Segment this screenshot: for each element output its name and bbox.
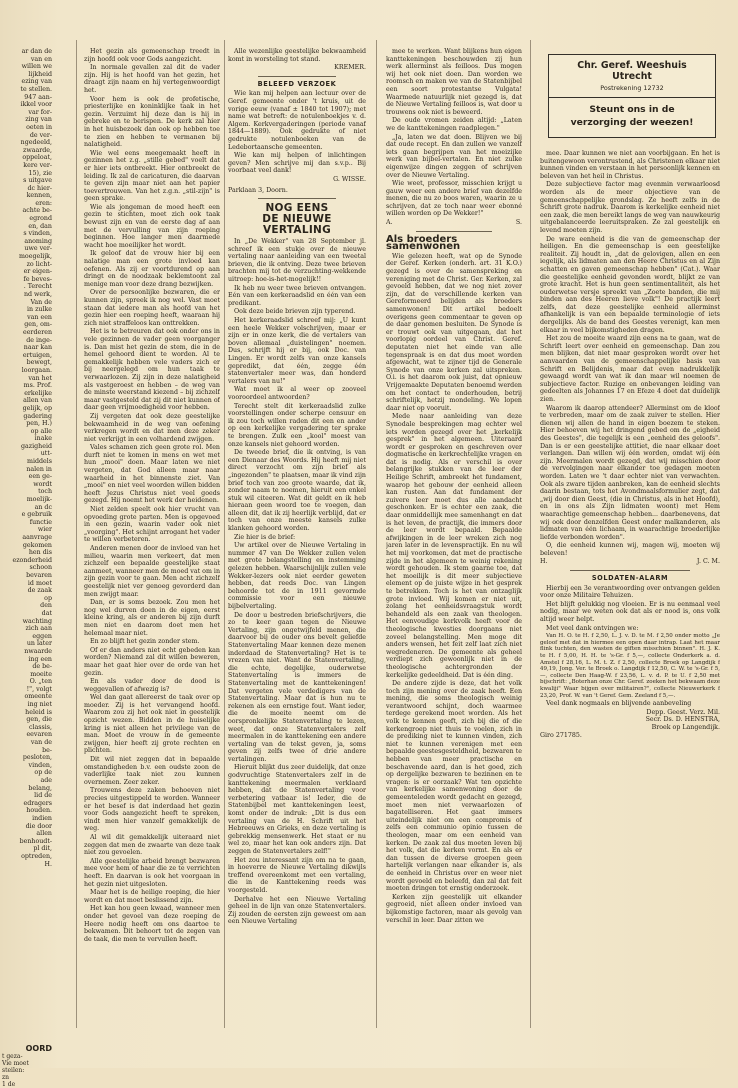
signature: KREMER. — [334, 64, 366, 72]
cropped-line: lid de — [34, 792, 52, 800]
cropped-footer-line: Vie moet — [2, 1060, 29, 1067]
cropped-line: O. „ten — [29, 678, 52, 686]
cropped-line: de be- — [32, 663, 52, 671]
divider — [258, 76, 336, 77]
cropped-line: zing van — [25, 116, 52, 124]
cropped-line: van een — [27, 313, 52, 321]
column-three — [386, 48, 522, 1028]
signature-initial: S. — [515, 219, 522, 227]
paragraph: Het zou interessant zijn om na te gaan, in hoeverre de Nieuwe Vertaling dikwijls treffend overeenkomt met een vertaling, die in de Kanttekening reeds was voorgesteld. — [228, 856, 366, 894]
address: Parklaan 3, Doorn. — [228, 186, 288, 194]
paragraph: Het gezin als gemeenschap treedt in zijn hoofd ook voor Gods aangezicht. — [84, 48, 220, 63]
paragraph: De tweede brief, die ik ontving, is van een Dienaar des Woords. Hij heeft mij niet direct verzocht om zijn brief als „ingezonden" te plaatsen, maar ik vind zijn brief toch van zoo groote waarde, dat ik, zonder naam te noemen, hieruit een enkel stuk wil citeeren. Wat dit geldt en ik heb hieraan geen woord toe te voegen, dan alleen dit, dat ik zij heerlijk verblijd, dat er toch van onze meeste kansels zulke klanken gehoord worden. — [228, 449, 366, 533]
paragraph: Ik geloof dat de vrouw hier bij een nalatige man een grote invloed kan oefenen. Als zij er voortdurend op aan dringt en de noodzaak beklemtoont zal menige man voor deze drang bezwijken. — [84, 250, 220, 288]
giro-number: Giro 271785. — [540, 731, 582, 739]
paragraph: „Ja, laten we dat doen. Blijven we bij dat oude recept. En dan zullen we vanzelf iets gaan begrijpen van het moeizijke werk van bijbel-vertalen. En niet zulke eigenwijze dingen zeggen of schrijven over de Nieuwe Vertaling. — [386, 133, 522, 179]
cropped-line: allen — [36, 830, 52, 838]
cropped-line: pesloten, — [22, 754, 52, 762]
cropped-line: un later — [26, 640, 52, 648]
cropped-line: inake — [34, 435, 52, 443]
cropped-line: de ver- — [29, 131, 52, 139]
cropped-line: toch — [38, 488, 52, 496]
cropped-line: een ge- — [28, 473, 52, 481]
cropped-line: H. — [44, 860, 52, 868]
cropped-line: eerderen — [22, 328, 52, 336]
signature-line: Secr. Ds. D. HENSTRA, — [645, 716, 720, 724]
cropped-line: zo licht- — [26, 260, 52, 268]
paragraph: Alle geestelijke arbeid brengt bezwaren mee voor hem of haar die ze te verrichten heeft. En daarvan is ook het voorgaan in het gezin niet uitgesloten. — [84, 857, 220, 888]
paragraph: Uw artikel over de Nieuwe Vertaling in nummer 47 van De Wekker zullen velen met grote belangstelling en instemming gelezen hebben. Waarschijnlijk zullen vele Wekker-lezers ook niet eerder geweten hebben, dat reeds Doc. van Lingen behoorde tot de in 1911 gevormde commissie voor een nieuwe bijbelvertaling. — [228, 542, 366, 610]
cropped-line: bewegt, — [26, 359, 52, 367]
paragraph: Ook deze beide brieven zijn typerend. — [234, 308, 356, 316]
heading-beleefd-verzoek: BELEEFD VERZOEK — [257, 79, 337, 88]
cropped-line: van en — [30, 55, 52, 63]
cropped-line: . Terecht — [23, 283, 52, 291]
cropped-line: anoming — [24, 237, 52, 245]
cropped-line: ngedeeld, — [20, 139, 52, 147]
cropped-line: ing niet — [27, 701, 52, 709]
cropped-line: te stellen. — [20, 85, 52, 93]
paragraph: Vales schamen zich geen grote rol. Men durft niet te komen in mens en wet met hun „mooi" doen. Maar laten we niet vergeten, dat God alleen maar naar waarheid in het binnenste ziet. Van „mooi" en niet veel woorden willen bidden heeft Jezus Christus niet veel goeds gezegd. Hij noemt het werk der heidenen. — [84, 444, 220, 505]
cropped-line: op — [44, 594, 52, 602]
cropped-line: op de — [34, 769, 52, 777]
cropped-line: zwaarde, — [23, 146, 52, 154]
cropped-footer-line: steilen: — [2, 1067, 25, 1074]
divider — [258, 198, 336, 199]
cropped-line: s vinden, — [23, 230, 52, 238]
paragraph: Kerken zijn geestelijk uit elkander gegroeid, niet alleen onder invloed van bijkomstige factoren, maar als gevolg van verschil in leer. Daar zitten we — [386, 893, 522, 924]
paragraph: En zo blijft het gezin zonder stem. — [90, 638, 200, 646]
paragraph: En als vader door de dood is weggevallen of afwezig is? — [84, 678, 220, 693]
cropped-line: be- — [42, 746, 52, 754]
cropped-line: e gebruik — [21, 511, 52, 519]
cropped-line: gekomen — [22, 541, 52, 549]
paragraph: Niet zelden speelt ook hier vrucht van opvoeding grote parten. Men is opgevoed in een gezin, waarin vader ook niet „voorging". Het schijnt arrogant het vader te willen verbeteren. — [84, 506, 220, 544]
paragraph: O, die eenheid kunnen wij, magen wij, moeten wij beleven! — [540, 542, 720, 557]
paragraph: Met veel dank ontvingen we: — [546, 624, 639, 632]
cropped-line: nwaarde — [24, 647, 52, 655]
cropped-footer-line: t geza- — [2, 1053, 23, 1060]
cropped-line: eren: — [35, 199, 52, 207]
paragraph: Dit wil niet zeggen dat in bepaalde omstandigheden b.v. een oudste zoon de vaderlijke taak niet zou kunnen overnemen. Zeer zeker. — [84, 756, 220, 786]
cropped-line: oppeloat, — [22, 154, 52, 162]
cropped-line: in zulke — [27, 306, 52, 314]
article-family-prayer — [84, 48, 220, 1028]
cropped-line: pen, H.) — [26, 420, 52, 428]
cropped-line: vinden, — [28, 761, 52, 769]
paragraph: Over de persoonlijke bezwaren, die er kunnen zijn, spreek ik nog wel. Vast moet staan dat iedere man als hoofd van het gezin hier een roeping heeft, waaraan hij zich niet straffeloos kan onttrekken. — [84, 289, 220, 327]
signature: G. WISSE. — [333, 175, 366, 183]
signature — [540, 558, 720, 566]
cropped-line: gen, om- — [24, 321, 52, 329]
cropped-line: middels — [26, 458, 52, 466]
cropped-line: lijkheid — [28, 70, 52, 78]
paragraph: Het kan hou geen kwaad, wanneer men onder het gevoel van deze roeping de Heere nodig heeft om ons daartoe te bekwamen. Dit behoort tot de zegen van de taak, die men te vervullen heeft. — [84, 905, 220, 943]
column-two — [228, 48, 366, 1028]
cropped-line: an dc — [34, 503, 52, 511]
cropped-line: 947 aan- — [24, 93, 52, 101]
paragraph: Het kerkeraadslid schreef mij: „U kunt een heele Wekker volschrijven, maar er zijn er in onze kerk, die de vertalers van boven allemaal „duistelingen" noemen. Dus, schrijft hij er bij, ook Doc. van Lingen. Er wordt zelfs van onze kansels gepredikt, dat één, zegge één statenvertaler meer was, dan honderd vertalers van nu!" — [228, 317, 366, 385]
paragraph: Anderen menen door de invloed van het milieu, waarin men verkeert, dat men zichzelf een bepaalde geestelijke staat aanmeet, wanneer men de moed vat om in zijn gezin voor te gaan. Men acht zichzelf geestelijk niet ver genoeg gevorderd dan men zwijgt maar. — [84, 545, 220, 598]
cropped-line: gelijk, op — [22, 404, 52, 412]
paragraph: Wie als jongeman de moed heeft een gezin te stichten, moet zich ook taak bewust zijn en van de eerste dag af aan met de vervulling van zijn roeping beginnen. Hoe langer men daarmede wacht hoe moeilijker het wordt. — [84, 203, 220, 249]
column-rule — [224, 40, 225, 1028]
cropped-line: erkelijke — [24, 389, 52, 397]
cropped-line: ikkel voor — [20, 101, 52, 109]
cropped-line: wordt — [33, 480, 52, 488]
ad-slogan-line: verzorging der weezen! — [570, 117, 694, 128]
paragraph: Wie kan mij helpen aan lectuur over de Geref. gemeente onder 't kruis, uit de vorige eeuw (vanaf ± 1840 tot 1907); met name wat betreft: de notulenboekjes v. d. Algem. Kerkvergaderingen (periode vanaf 1844—1889). Ook gedrukte of niet gedrukte notulenboeken van de Ledebortaansche gemeenten. — [228, 90, 366, 151]
column-rule — [376, 40, 377, 1028]
cropped-line: classis, — [28, 723, 52, 731]
cropped-line: van het — [28, 374, 52, 382]
orphanage-advertisement — [548, 54, 716, 138]
cropped-line: omeente — [24, 693, 52, 701]
cropped-line: benhoudt- — [19, 837, 52, 845]
cropped-line: nalen in — [26, 465, 52, 473]
ad-slogan-line: Steunt ons in de — [589, 104, 675, 115]
paragraph: Deze subjectieve factor mag evenmin verwaarloosd worden als de meer objectieve van de gemeenschappelijke grondslag. Ze heeft zelfs in de Schrift grote nadruk. Daarom is kerkelijke eenheid niet een zaak, die men bereikt langs de weg van nauwkeurig uitgebalanceerde leeruitspraken. Ze zal geestelijk en levend moeten zijn. — [540, 181, 720, 234]
divider — [570, 570, 690, 571]
cropped-line: utt- — [40, 450, 52, 458]
paragraph: Maar het is de heilige roeping, die hier wordt en dat moet beslissend zijn. — [84, 889, 220, 904]
cropped-line: pl dit, — [33, 845, 52, 853]
cropped-line: naar kan — [23, 344, 52, 352]
paragraph: Of er dan anders niet echt gebeden kan worden? Niemand zal dit willen beweren, maar het gaat hier over de orde van het gezin. — [84, 646, 220, 677]
cropped-line: egrond — [29, 215, 52, 223]
cropped-line: zich aan — [25, 625, 52, 633]
paragraph: Terecht stelt dit kerkeraadslid zulke voorstellingen onder scherpe censuur en ik zou toch willen raden dit een en ander op een kerkelijke vergadering ter sprake te brengen. Zulk een „kool" moest van onze kansels niet gehoord worden. — [228, 402, 366, 448]
cropped-line: 15), zie — [28, 169, 52, 177]
cropped-line: kere ver- — [23, 161, 52, 169]
cropped-line: achte be- — [22, 207, 52, 215]
paragraph: Alle wezenlijke geestelijke bekwaamheid komt in worsteling tot stand. — [228, 48, 366, 63]
cropped-line: !", volgt — [26, 685, 52, 693]
paragraph: De door u bestreden briefschrijvers, die zo te keer gaan tegen de Nieuwe Vertaling, zijn ongetwijfeld menen, die daarvoor bij de ouder ons bevelt geliefde Statenvertaling Maar kennen deze menen inderdaad de Statenvertaling? Het is te vrezen van niet. Want de Statenvertaling, die echte, degelijke, ouderwetse Statenvertaling is immers de Statenvertaling met de kanttekeningen! Dat vergeten vele verdedigers van de Statenvertaling. Maar dat is hun nu te rekenen als een ernstige fout. Want ieder, die de moeite neemt om de oorspronkelijke Statenvertaling te lezen, weet, dat onze Statenvertalers zelf meermalen in de kanttekening een andere vertaling van de tekst geven, ja, soms geven zij zelfs twee of drie andere vertalingen. — [228, 611, 366, 763]
paragraph: In „De Wekker" van 28 September jl. schreef ik een stukje over de nieuwe vertaling naar aanleiding van een tweetal brieven, die ik ontving. Deze twee brieven brachten mij tot de verzuchting-wekkende uitroep: hoe-is-het-mogelijk!! — [228, 238, 366, 284]
paragraph: Zij vergeten dat ook deze geestelijke bekwaamheid in de weg van oefening verkregen wordt en dat men deze zeker niet verkrijgt in een volhardend zwijgen. — [84, 412, 220, 443]
paragraph: Trouwens deze zaken behoeven niet precies uitgestippeld te worden. Wanneer er het besef is dat inderdaad het gezin voor Gods aangezicht heeft te spreken, vindt men hier vanzelf gemakkelijk de weg. — [84, 787, 220, 833]
cropped-line: hen dis — [28, 549, 52, 557]
signature-initial: J. C. M. — [696, 558, 720, 566]
ad-slogan — [549, 103, 715, 129]
cropped-line: Van de — [30, 298, 52, 306]
cropped-line: van de — [30, 739, 52, 747]
cropped-line: ing een — [28, 655, 52, 663]
cropped-line: dat — [41, 609, 52, 617]
cropped-line: ezing van — [21, 78, 52, 86]
cropped-line: uwe ver- — [24, 245, 52, 253]
paragraph: Al wil dit gemakkelijk uiteraard niet zeggen dat men de zwaarte van deze taak niet zou gevoelen. — [84, 833, 220, 857]
cropped-line: loorgaan. — [21, 366, 52, 374]
paragraph: De andere zijde is deze, dat het volk toch zijn mening over de zaak heeft. Een mening, die soms theologisch weinig verantwoord schijnt, doch waarmee terdege gerekend moet worden. Als het volk te kennen geeft, zich bij die of die kerkengroep niet thuis te voelen, zich in de prediking niet te kunnen vinden, zich niet te kunnen verenigen met een bepaalde geestesgesteldheid, bezwaren te hebben van meer practische en beschavende aard, dan is het goed, zich op dergelijke bezwaren te bezinnen en te vragen: is er oorzaak? Wat ten opzichte van kerkelijke samenwoning door de gemeenteleden wordt gedacht en gezegd, moet men niet verwaarlozen of bagatelliseren. Het gaat immers uiteindelijk niet om een compromis of zelfs een communio opinio tussen de theologen, maar om een eenheid van kerken. De zaak zal dus moeten leven bij het volk, dat die kerken vormt. En als er dan tussen de diverse groepen geen hartelijk verlangen naar elkander is, als de eenheid in Christus over en weer niet wordt gevoeld en beleefd, dan zal dat feit moeten dringen tot ernstig onderzoek. — [386, 680, 522, 893]
paragraph: Het blijft gelukkig nog vloeien. Er is nu eenmaal veel nodig, maar we weten ook dat als er nood is, ons volk altijd weer helpt. — [540, 600, 720, 624]
paragraph: Derhalve het een Nieuwe Vertaling geheel in de lijn van onze Statenvertalers. Zij zouden de eersten zijn geweest om aan een Nieuwe Vertaling — [228, 895, 366, 926]
cropped-line: moegelijk, — [18, 253, 52, 261]
paragraph: Mede naar aanleiding van deze Synodale besprekingen mag echter wel iets worden gezegd over het „kerkelijk gesprek" in het algemeen. Uiteraard wordt er gesproken en geschreven over dogmatische en kerkrechtelijke vragen en dat is nodig. Als er verschil is over belangrijke stukken van de leer der Heilige Schrift, ambreekt het fundament, waarop het gebouw der eenheid alleen kan rusten. Aan dat fundament der zuivere leer moet dus alle aandacht geschonken. Er is echter een zaak, die daar onmiddellijk mee samenhangt en dat is het leven, de practijk, die immers door de leer wordt bepaald. Bepaalde afwijkingen in de leer wreken zich nog jaren later in de levenspractijk. En nu wil het mij voorkomen, dat met de practische zijde in het algemeen te weinig rekening wordt gehouden. Ik stem gaarne toe, dat het moeilijk is dit meer subjectieve element op de juiste wijze in het gesprek te betrekken. Toch is het van ontzaglijk grote invloed. Wij komen er niet uit, zolang het eenheidsvraagstuk wordt behandeld als een zaak van theologen. Het eenvoudige kerkvolk heeft voor de theologische kwesties doorgaans niet zoveel belangstelling. Men moge dit anders wensen, het feit zelf laat zich niet wegredeneren. De gemeente als geheel verdiept zich gewoonlijk niet in de theologische achtergronden der kerkelijke gedeeldheid. Dat is één ding. — [386, 413, 522, 679]
cropped-line: ertuigen, — [22, 351, 52, 359]
paragraph: Wel dan gaat allereerst de taak over op moeder. Zij is het vervangend hoofd. Waarom zou zij het ook niet in geestelijk opzicht wezen. Bidden in de huiselijke kring is niet alleen het privilege van de man. Moet de vrouw in de gemeente zwijgen, hier heeft zij grote rechten en plichten. — [84, 694, 220, 755]
cropped-line: var for- — [28, 108, 52, 116]
cropped-line: belang, — [28, 784, 52, 792]
paragraph: mee te werken. Want blijkens hun eigen kanttekeningen beschouwden zij hun werk allerminst als feilloos. Dus mogen wij het ook niet doen. Dan worden we roomsch en maken we van de Statenbijbel een soort protestantse Vulgata! Waarmede natuurlijk niet gezegd is, dat de Nieuwe Vertaling feilloos is, wat door u trouwens ook niet is beweerd. — [386, 48, 522, 116]
cropped-line: functie — [29, 518, 52, 526]
cropped-left-footer — [2, 1044, 52, 1088]
cropped-line: id moet — [27, 579, 52, 587]
heading-line: NOG EENS — [265, 202, 329, 215]
paragraph: Het is te betreuren dat ook onder ons in vele gezinnen de vader geen voorganger is. Dan mist het gezin de stem, die in de hemel gehoord dient te worden. Al te gemakkelijk hebben vele vaders zich er bij neergelegd om hun taak te verwaarlozen. Zij zijn in deze nalatigheid als vastgeroest en hebben – de weg van de minste weerstand kiezend – bij zichzelf maar vastgesteld dat zij dit niet kunnen of daar geen vrijmoedigheid voor hebben. — [84, 328, 220, 412]
paragraph: mee. Daar kunnen we niet aan voorbijgaan. En het is buitengewoon verontrustend, als Christenen elkaar niet kunnen vinden en verstaan in het persoonlijk kennen en beleven van het heil in Christus. — [540, 150, 720, 180]
paragraph: Wie weet, professor, misschien krijgt u gauw weer een andere brief van dezelfde menen, die nu zo boos waren, waarin ze u schrijven, dat ze toch naar weer ebonné willen worden op De Wekker!" — [386, 180, 522, 218]
ad-title-line: Utrecht — [612, 71, 652, 82]
cropped-line: optreden, — [21, 852, 52, 860]
paragraph: Zie hier is de brief: — [234, 533, 296, 541]
cropped-footer-line: 1 de — [2, 1081, 16, 1088]
signature-initial: A. — [386, 219, 393, 227]
heading-line: DE NIEUWE VERTALING — [262, 213, 332, 237]
cropped-line: eggen — [32, 632, 52, 640]
cropped-line: ade — [40, 777, 52, 784]
cropped-line: oeten in — [26, 123, 52, 131]
cropped-line: fe beves- — [23, 275, 52, 283]
paragraph: Dan, er is soms bezoek. Zou men het nog wel durven doen in de eigen, eerst kleine kring, als er anderen bij zijn durft men niet en daarom doet men het helemaal maar niet. — [84, 599, 220, 637]
paragraph: Wat moet ik al weer op zooveel vooroordeel antwoorden? — [228, 386, 366, 401]
paragraph: Ik heb nu weer twee brieven ontvangen. Eén van een kerkeraadslid en één van een predikant. — [228, 284, 366, 307]
paragraph: Het zou de moeite waard zijn eens na te gaan, wat de Schrift leert over eenheid en gemeenschap. Dan zou men blijken, dat niet maar gesproken wordt over het aanvaarden van de gemeenschappelijke basis van Schrift en Belijdenis, maar dat even nadrukkelijk gewaagd wordt van wat ik dan maar wil noemen de subjectieve factor. Ruzige en onbevangen leiding van gedeelten als Johannes 17 en Efeze 4 doet dat duidelijk zien. — [540, 335, 720, 403]
paragraph: Wie kan mij helpen of inlichtingen geven? Men schrijve mij dan s.v.p.. Bij voorbaat veel dank! — [228, 152, 366, 175]
cropped-line: moeite — [30, 670, 52, 678]
cropped-line: houden. — [26, 807, 52, 815]
ad-divider — [549, 97, 715, 98]
paragraph: In normale gevallen zal dit de vader zijn. Hij is het hoofd van het gezin, het draagt zijn naam en hij vertegenwoordigt het. — [84, 64, 220, 94]
cropped-line: eevaren — [26, 731, 52, 739]
cropped-footer-line: zn — [2, 1074, 10, 1081]
cropped-left-column — [2, 48, 52, 1028]
paragraph: De ware eenheid is die van de gemeenschap der heiligen. En die gemeenschap is een geestelijke realiteit. Zij houdt in, „dat de gelovigen, allen en een iegelijk, als lidmaten aan den Heere Christus en al Zijn schatten en gaven gemeenschap hebben" (Cat.). Waar die geestelijke eenheid gevonden wordt, blijkt ze van grote kracht. Het is hun geen sentimentaliteit, als het ouderwetse versje spreekt van „Zoete banden, die mij binden aan des Heeren lieve volk"! De practijk leert zelfs, dat deze geestelijke eenheid allerminst afhankelijk is van een bepaalde terminologie of iets dergelijks. Als de band des Geestes verenigt, kan men elkaar in veel bijkomstigheden dragen. — [540, 235, 720, 334]
ad-giro: Postrekening 12732 — [600, 84, 664, 92]
cropped-line: gen, die — [26, 716, 52, 724]
cropped-line: op alle — [30, 427, 52, 435]
divider — [416, 231, 492, 232]
signature-initial: H. — [540, 558, 548, 566]
column-four — [540, 150, 720, 1030]
paragraph: Veel dank nogmaals en blijvende aanbeveling — [546, 700, 692, 708]
cropped-line: nd werk, — [23, 291, 52, 298]
ad-title-line: Chr. Geref. Weeshuis — [577, 60, 687, 71]
cropped-line: heleid is — [25, 708, 52, 716]
paragraph: Hierbij een 3e verantwoording over ontvangen gelden voor onze Militaire Tehuizen. — [540, 584, 720, 600]
cropped-line: willen we — [21, 63, 52, 71]
cropped-line: wier — [37, 526, 52, 534]
column-rule — [76, 40, 77, 1028]
cropped-line: s uitgave — [23, 177, 52, 185]
heading-nog-eens — [228, 203, 366, 236]
cropped-line: allen van — [23, 397, 52, 405]
cropped-line: dc hier- — [27, 184, 52, 192]
heading-broeders: Als broeders samenwonen — [386, 233, 461, 253]
cropped-line: moelijk- — [26, 496, 52, 504]
cropped-line: bevaren — [26, 571, 52, 579]
column-rule — [530, 40, 531, 1028]
cropped-line: den — [40, 602, 52, 610]
cropped-line: schoon — [29, 564, 52, 572]
paragraph: Hieruit blijkt dus zeer duidelijk, dat onze godvruchtige Statenvertalers zelf in de kanttekening meermalen verklaard hebben, dat de Statenvertaling voor verbetering vatbaar is! Ieder, die de Statenbijbel met kanttekeningen leest, komt onder de indruk: „Dit is dus een vertaling van de H. Schrift uit het Hebreeuws en Grieks, en deze vertaling is gebrekkig mensenwerk. Het staat er nu wel zo, maar het kan ook anders zijn. Dat zeggen de Statenvertalers zelf!" — [228, 764, 366, 855]
cropped-line: ezonderheid — [12, 556, 52, 564]
cropped-line: edragers — [23, 799, 52, 807]
cropped-line: en, dan — [28, 222, 52, 230]
cropped-line: er eigen- — [23, 268, 52, 276]
cropped-line: de inge- — [26, 336, 52, 344]
cropped-line: aanvrage — [22, 534, 52, 541]
gift-list: Van H. O. te H. f 2,50, L. J. v. D. te M. f 2,50 onder motto „Je geloof met dat in hiermee een open daar intrap. Laat het maar flink tuchten, den wasten de giften misschien binnen". H. J. K. te H. f 5,00, H. H. te 's-Gr. f 5,—, collecte Onderkerk a. d. Amstel f 28,16, L. M. t. Z. f 2,50, collecte Broek op Langdijk f 49,19, Jong. Ver. te Broek o. Langdijk f 12,50, C. W. te 's-Gr. f 5,—, collecte Den Haag-W. f 23,56, L. v. d. P. te U. f 2,50 met bijschrift: „Boterhan onze Chr. Geref. zoeken het bekwaam deze kwaliji" Waar bijgen over militairen?", collecte Nieuwerkerk f 23,20, Prof. W. van 't Geref. Gem. Zeeland f 5,—. — [540, 633, 720, 699]
ad-title — [549, 60, 715, 82]
cropped-line: ar dan de — [21, 48, 52, 55]
paragraph: Voor hem is ook de profetische, priesterlijke en koninklijke taak in het gezin. Verzuimt hij deze dan is hij in gebreke en te berispen. De kerk zal hier in het huisbezoek dan ook op hebben toe te zien en hebben te vermanen bij nalatigheid. — [84, 95, 220, 149]
cropped-line: de zaak — [27, 587, 52, 595]
cropped-line: gadering — [23, 412, 52, 420]
paragraph: De oude vromen zeiden altijd: „Laten we de kanttekeningen raadplegen." — [386, 117, 522, 132]
paragraph: Wie gelezen heeft, wat op de Synode der Geref. Kerken (onderh. art. 31 K.O.) gezegd is over de samenspreking en vereniging met de Christ. Ger. Kerken, zal gevoeld hebben, dat we nog niet zover zijn, dat de verschillende kerken van Gereformeerd belijden als broeders samenwonen! Dit artikel bedoelt overigens geen commentaar te geven op de daar genomen besluiten. De Synode is er trouwt ook van uitgegaan, dat het voorlopig oordeel van Christ. Geref. deputaten niet het einde van alle tegenspraak is en dat dus moet worden afgewacht, wat te zijner tijd de Generale Synode van onze kerken zal uitspreken. O.i. is het daarom ook juist, dat opnieuw Vrijgemaakte Deputaten benoemd werden om het contact te onderhouden, betrij schriftelijk, hetzij mondeling. We lopen daar niet op vooruit. — [386, 252, 522, 412]
cropped-line: gazigheid — [21, 442, 52, 450]
cropped-heading: OORD — [25, 1044, 52, 1053]
signature-line: Broek op Langendijk. — [651, 723, 720, 731]
cropped-line: indien — [32, 814, 52, 822]
heading-soldaten-alarm: SOLDATEN-ALARM — [591, 574, 669, 583]
cropped-line: ms. Prof. — [23, 382, 52, 390]
cropped-line: kennen, — [26, 192, 52, 200]
cropped-line: die door — [25, 822, 52, 830]
cropped-line: wachting — [22, 617, 52, 625]
signature — [386, 219, 522, 227]
paragraph: Waarom ik daarop attendeer? Allerminst om de kloof te verbreden, maar om de zaak zuiver te stellen. Hier dienen wij allen de hand in eigen boezem te steken. Hier behoeven wij het dringend gebed om de „eigheid des Geestes", die tegelijk is een „eenheid des geloofs". Dan is er een geestelijke attitiet, die naar elkaar doet verlangen. Dan willen wij één worden, omdat wij één zijn. Meermalen wordt gezegd, dat wij misschien door de vervolgingen naar elkander toe gedagen moeten worden. Laten we 't daar echter niet van verwachten. Ook als zware tijden aanbreken, kan de eenheid slechts daarin bestaan, tots het Avondmaalsformulier zegt, dat „wij door dien Geest, (die in Christus, als in het Hoofd), en in ons als Zijn lidmaten woont) met Hem waarachtige gemeenschap hebben... daarbenevens, dat wij ook door denzelfden Geest onder malkanderen, als lidmaten van één lichaam, in waarachtige broederlijke liefde verbonden worden". — [540, 404, 720, 541]
paragraph: Wie wel eens meegemaakt heeft in gezinnen het z.g. „stille gebed" voelt dat er hier iets ontbreekt. Hier ontbreekt de leiding. Ik zal de caricaturen, die daarvan te geven zijn maar niet aan het papier toevertrouwen. Van het z.g.n. „stil-zijn" is geen sprake. — [84, 149, 220, 203]
signature-line: Depp. Geest. Verz. Mil. — [646, 708, 720, 716]
